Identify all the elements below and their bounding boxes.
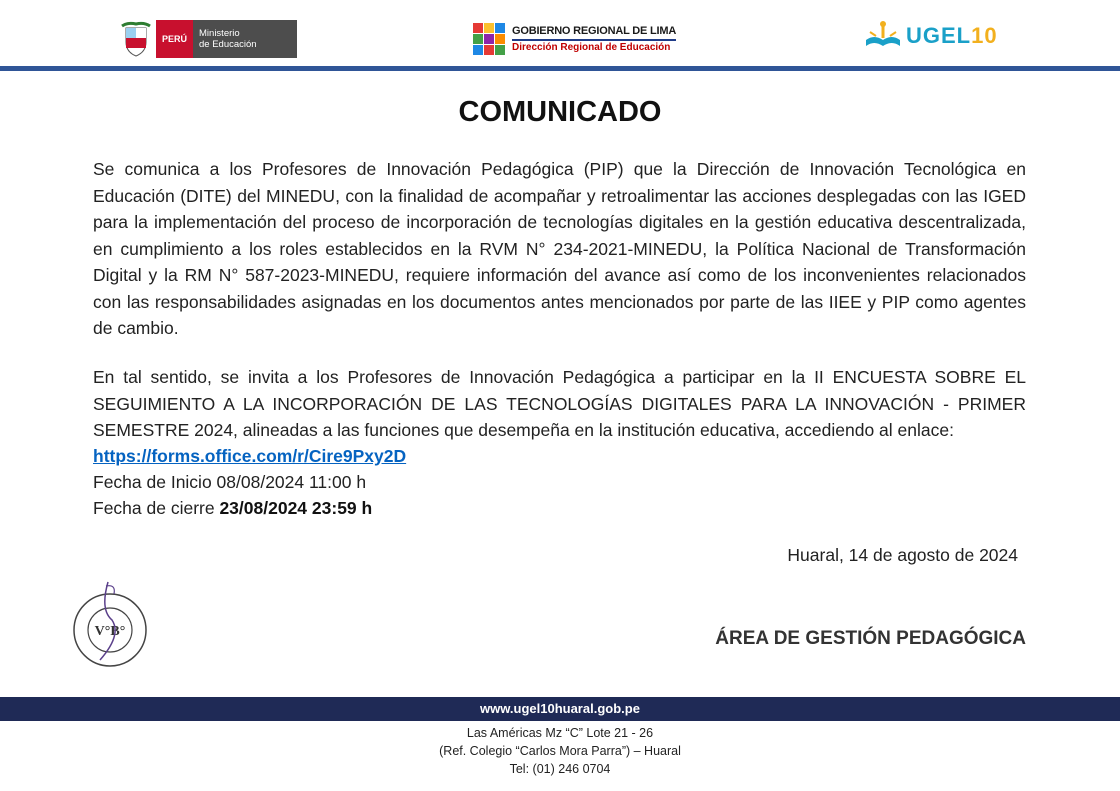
- approval-stamp: [70, 580, 154, 668]
- coat-of-arms-icon: [120, 20, 152, 58]
- footer-address-2: (Ref. Colegio “Carlos Mora Parra”) – Huaral: [439, 744, 681, 758]
- paragraph-1: Se comunica a los Profesores de Innovación Pedagógica (PIP) que la Dirección de Innovación Tecnológica en Educación (DITE) del MINEDU, con la finalidad de acompañar y retroalimentar las acciones desplegadas con las IGED para la implementación del proceso de incorporación de tecnologías digitales en la gestión educativa descentralizada, en cumplimiento a los roles establecidos en la RVM N° 234-2021-MINEDU, la Política Nacional de Transformación Digital y la RM N° 587-2023-MINEDU, requiere información del avance así como de los inconvenientes relacionados con las responsabilidades asignadas en los documentos antes mencionados por parte de las IIEE y PIP como agentes de cambio.: [93, 159, 1026, 338]
- close-date-value: 23/08/2024 23:59 h: [219, 498, 373, 518]
- ugel-number: 10: [971, 23, 998, 48]
- header-rule: [0, 66, 1120, 71]
- close-date-label: Fecha de cierre: [93, 498, 220, 518]
- footer-phone: Tel: (01) 246 0704: [509, 762, 611, 776]
- gobierno-regional-logo: [472, 22, 676, 56]
- signature-area: ÁREA DE GESTIÓN PEDAGÓGICA: [715, 628, 1026, 649]
- stamp-text: V°B°: [94, 624, 126, 639]
- ugel-wordmark: [906, 23, 998, 49]
- footer-website-bar: [0, 697, 1120, 721]
- ugel-prefix: UGEL: [906, 23, 972, 48]
- ministry-label: [193, 20, 297, 58]
- ministry-line2: de Educación: [199, 39, 257, 50]
- close-date: [93, 495, 372, 521]
- website-link[interactable]: www.ugel10huaral.gob.pe: [480, 701, 640, 716]
- peru-label: PERÚ: [156, 20, 193, 58]
- ministry-line1: Ministerio: [199, 28, 240, 39]
- footer-address-1: Las Américas Mz “C” Lote 21 - 26: [466, 726, 654, 740]
- document-title: COMUNICADO: [458, 96, 662, 128]
- paragraph-2: En tal sentido, se invita a los Profesores de Innovación Pedagógica a participar en la II ENCUESTA SOBRE EL SEGUIMIENTO A LA INCORPORACIÓN DE LAS TECNOLOGÍAS DIGITALES PARA LA INNOVACIÓN - PRIMER SEMESTRE 2024, alineadas a las funciones que desempeña en la institución educativa, accediendo al enlace:: [93, 367, 1026, 440]
- survey-link[interactable]: https://forms.office.com/r/Cire9Pxy2D: [93, 446, 407, 466]
- minedu-logo: [120, 20, 297, 58]
- gore-subtitle: Dirección Regional de Educación: [512, 39, 676, 53]
- book-torch-icon: [862, 20, 904, 52]
- letterhead: [0, 0, 1120, 66]
- ugel-logo: [862, 20, 998, 52]
- gore-title: GOBIERNO REGIONAL DE LIMA: [512, 25, 677, 37]
- gore-emblem-icon: [472, 22, 506, 56]
- start-date: Fecha de Inicio 08/08/2024 11:00 h: [93, 472, 367, 492]
- place-date: Huaral, 14 de agosto de 2024: [787, 545, 1018, 565]
